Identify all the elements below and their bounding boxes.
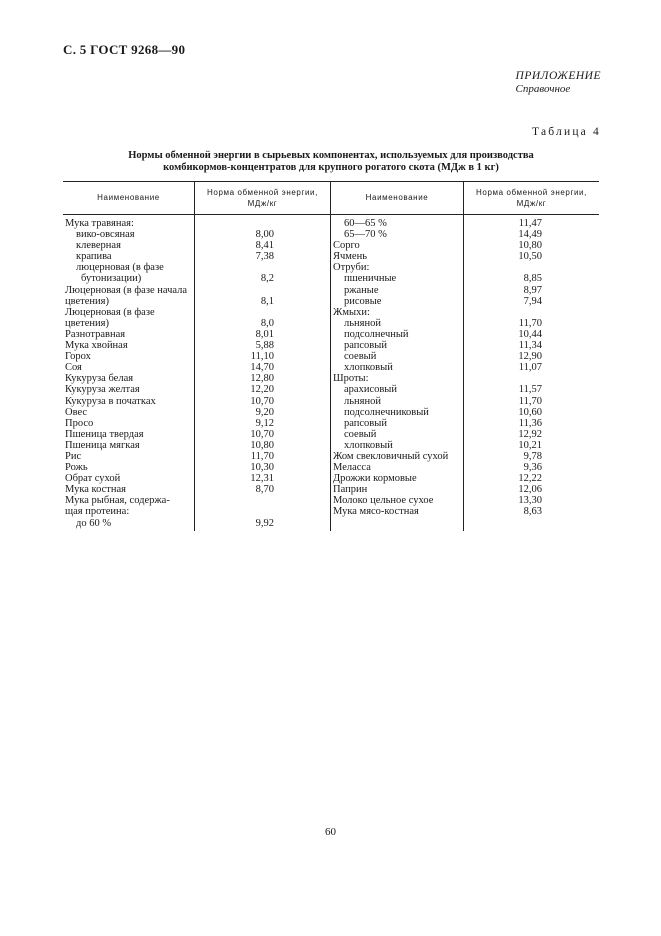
table-row — [333, 262, 542, 273]
row-value: 12,20 — [250, 384, 274, 396]
table-row — [65, 396, 274, 407]
table-row — [333, 229, 542, 240]
table-row — [333, 462, 542, 473]
left-column-rows — [65, 218, 274, 529]
table-row — [65, 251, 274, 262]
appendix-title: ПРИЛОЖЕНИЕ — [515, 70, 601, 82]
table-row — [65, 240, 274, 251]
table-row — [65, 329, 274, 340]
table-row — [65, 373, 274, 384]
table-row — [333, 251, 542, 262]
table-row — [333, 407, 542, 418]
table-row — [333, 484, 542, 495]
row-name: Мука хвойная — [65, 340, 128, 352]
row-value — [196, 262, 274, 273]
table-row — [65, 296, 274, 307]
table-row — [333, 351, 542, 362]
table-row — [333, 429, 542, 440]
row-value: 12,90 — [518, 351, 542, 363]
appendix-subtitle: Справочное — [515, 83, 571, 95]
table-row — [333, 285, 542, 296]
table-row — [333, 451, 542, 462]
row-name: Разнотравная — [65, 328, 126, 340]
page-number: 60 — [325, 826, 336, 838]
table-row — [65, 384, 274, 395]
row-value: 7,38 — [255, 251, 274, 263]
row-name: цветения) — [65, 317, 109, 329]
row-value: 11,07 — [518, 362, 542, 374]
row-value: 11,10 — [250, 351, 274, 363]
row-value: 10,70 — [250, 395, 274, 407]
row-name: Горох — [65, 351, 91, 363]
row-value: 8,70 — [255, 484, 274, 496]
row-name: Кукуруза белая — [65, 373, 134, 385]
row-name: Молоко цельное сухое — [333, 495, 434, 507]
row-value: 8,63 — [523, 506, 542, 518]
row-value — [196, 495, 274, 506]
table-row — [65, 229, 274, 240]
row-name: Обрат сухой — [65, 473, 121, 485]
table-row — [65, 451, 274, 462]
table-row — [333, 218, 542, 229]
row-name: Жмыхи: — [333, 306, 370, 318]
row-value: 8,01 — [255, 328, 274, 340]
table-label: Таблица 4 — [532, 126, 601, 138]
table-row — [65, 351, 274, 362]
row-value: 10,80 — [250, 439, 274, 451]
table-row — [65, 484, 274, 495]
row-value: 8,41 — [255, 240, 274, 252]
row-value: 10,70 — [250, 428, 274, 440]
row-value: 9,20 — [255, 406, 274, 418]
row-value — [196, 285, 274, 296]
row-name: щая протеина: — [65, 506, 130, 518]
row-name: Люцерновая (в фазе начала — [65, 284, 188, 296]
header-energy-left: Норма обменной энергии, МДж/кг — [207, 187, 318, 208]
row-value: 14,49 — [518, 229, 542, 241]
row-name: Паприн — [333, 484, 368, 496]
row-name: люцерновая (в фазе — [76, 262, 164, 274]
row-value: 11,47 — [518, 218, 542, 229]
row-name: подсолнечный — [344, 328, 409, 340]
row-value: 10,21 — [518, 439, 542, 451]
row-value: 9,12 — [255, 417, 274, 429]
row-value: 11,57 — [518, 384, 542, 396]
row-name: соевый — [344, 428, 377, 440]
row-value — [196, 506, 274, 517]
row-value: 10,50 — [518, 251, 542, 263]
header-name-right: Наименование — [365, 193, 429, 202]
row-name: Мука травяная: — [65, 218, 134, 229]
row-name: Отруби: — [333, 262, 370, 274]
row-value: 8,0 — [260, 317, 274, 329]
row-name: Сорго — [333, 240, 360, 252]
row-name: Рис — [65, 450, 82, 462]
column-divider-2 — [330, 181, 331, 531]
row-name: Кукуруза в початках — [65, 395, 156, 407]
row-value: 10,80 — [518, 240, 542, 252]
row-value: 8,97 — [523, 284, 542, 296]
row-name: 60—65 % — [344, 218, 387, 229]
table-header-rule — [63, 214, 599, 215]
table-row — [65, 262, 274, 273]
row-name: Кукуруза желтая — [65, 384, 140, 396]
row-name: вико-овсяная — [76, 229, 135, 241]
row-name: Люцерновая (в фазе — [65, 306, 155, 318]
row-name: Мука рыбная, содержа- — [65, 495, 170, 507]
row-value — [464, 373, 542, 384]
table-caption-line2: комбикормов-концентратов для крупного рогатого скота (МДж в 1 кг) — [163, 162, 499, 173]
header-energy-right: Норма обменной энергии, МДж/кг — [476, 187, 587, 208]
row-value: 11,70 — [518, 317, 542, 329]
row-name: хлопковый — [344, 439, 393, 451]
row-name: Ячмень — [333, 251, 367, 263]
table-row — [65, 285, 274, 296]
row-name: рисовые — [344, 295, 382, 307]
row-name: Рожь — [65, 462, 88, 474]
row-value: 10,60 — [518, 406, 542, 418]
appendix-block — [516, 70, 601, 95]
table-row — [333, 362, 542, 373]
row-value: 13,30 — [518, 495, 542, 507]
table-row — [65, 429, 274, 440]
row-name: рапсовый — [344, 340, 387, 352]
table-row — [65, 518, 274, 529]
row-name: бутонизации) — [81, 273, 142, 285]
row-name: Мука костная — [65, 484, 126, 496]
row-name: крапива — [76, 251, 112, 263]
row-value: 11,34 — [518, 340, 542, 352]
row-name: клеверная — [76, 240, 121, 252]
row-name: Шроты: — [333, 373, 369, 385]
row-name: Пшеница мягкая — [65, 439, 140, 451]
row-name: Просо — [65, 417, 94, 429]
table-row — [65, 462, 274, 473]
table-row — [333, 384, 542, 395]
table-row — [65, 495, 274, 506]
table-row — [333, 340, 542, 351]
table-row — [333, 473, 542, 484]
table-row — [65, 440, 274, 451]
table-row — [333, 440, 542, 451]
row-value: 12,80 — [250, 373, 274, 385]
row-value — [464, 307, 542, 318]
row-name: льняной — [344, 317, 381, 329]
table-row — [65, 506, 274, 517]
row-name: 65—70 % — [344, 229, 387, 241]
table-row — [333, 329, 542, 340]
table-row — [333, 318, 542, 329]
row-value: 11,70 — [518, 395, 542, 407]
table-row — [65, 473, 274, 484]
table-row — [65, 273, 274, 284]
table-row — [333, 373, 542, 384]
row-name: Пшеница твердая — [65, 428, 144, 440]
row-name: рапсовый — [344, 417, 387, 429]
row-name: Овес — [65, 406, 88, 418]
table-row — [65, 340, 274, 351]
row-name: соевый — [344, 351, 377, 363]
row-value: 8,00 — [255, 229, 274, 241]
row-name: арахисовый — [344, 384, 397, 396]
row-value: 5,88 — [255, 340, 274, 352]
row-value: 12,31 — [250, 473, 274, 485]
row-name: льняной — [344, 395, 381, 407]
row-name: пшеничные — [344, 273, 397, 285]
row-name: цветения) — [65, 295, 109, 307]
row-value: 11,70 — [250, 450, 274, 462]
table-row — [65, 218, 274, 229]
row-value — [196, 307, 274, 318]
table-row — [333, 296, 542, 307]
row-value: 8,2 — [260, 273, 274, 285]
table-row — [333, 506, 542, 517]
row-value — [196, 218, 274, 229]
row-value: 8,85 — [523, 273, 542, 285]
table-row — [333, 396, 542, 407]
row-value: 10,44 — [518, 328, 542, 340]
row-value: 7,94 — [523, 295, 542, 307]
row-name: Соя — [65, 362, 82, 374]
table-caption — [63, 150, 599, 174]
row-value: 12,06 — [518, 484, 542, 496]
table-row — [65, 318, 274, 329]
table-row — [333, 418, 542, 429]
row-value — [464, 262, 542, 273]
table-row — [333, 273, 542, 284]
right-column-rows — [333, 218, 542, 518]
row-value: 11,36 — [518, 417, 542, 429]
row-value: 10,30 — [250, 462, 274, 474]
row-name: Мука мясо-костная — [333, 506, 419, 518]
row-value: 14,70 — [250, 362, 274, 374]
row-name: до 60 % — [76, 517, 112, 529]
row-value: 9,92 — [255, 517, 274, 529]
table-caption-line1: Нормы обменной энергии в сырьевых компонентах, используемых для производства — [128, 150, 534, 161]
table-row — [333, 495, 542, 506]
table-row — [333, 307, 542, 318]
table-row — [65, 362, 274, 373]
table-row — [65, 307, 274, 318]
table-row — [333, 240, 542, 251]
row-value: 12,22 — [518, 473, 542, 485]
row-value: 9,36 — [523, 462, 542, 474]
row-name: ржаные — [344, 284, 379, 296]
row-name: подсолнечниковый — [344, 406, 429, 418]
row-name: Дрожжи кормовые — [333, 473, 417, 485]
header-name-left: Наименование — [97, 193, 160, 202]
row-name: Меласса — [333, 462, 371, 474]
row-value: 9,78 — [523, 450, 542, 462]
row-name: хлопковый — [344, 362, 393, 374]
table-row — [65, 418, 274, 429]
row-value: 8,1 — [260, 295, 274, 307]
row-value: 12,92 — [518, 428, 542, 440]
document-reference: С. 5 ГОСТ 9268—90 — [63, 42, 186, 57]
row-name: Жом свекловичный сухой — [333, 450, 449, 462]
table-row — [65, 407, 274, 418]
